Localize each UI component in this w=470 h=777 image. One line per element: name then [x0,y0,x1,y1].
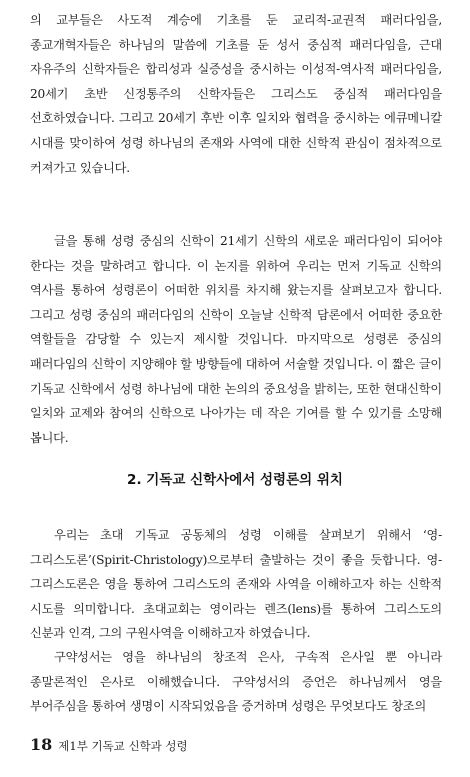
paragraph-thesis: 글을 통해 성령 중심의 신학이 21세기 신학의 새로운 패러다임이 되어야 한다는 것을 말하려고 합니다. 이 논지를 위하여 우리는 먼저 기독교 신학의 역사를 통하여 성령론이 어떠한 위치를 차지해 왔는지를 살펴보고자 합니다. 그리고 성령 중심의 패러다임의 신학이 오늘날 신학적 담론에서 어떠한 중요한 역할들을 감당할 수 있는지 제시할 것입니다. 마지막으로 성령론 중심의 패러다임의 신학이 지양해야 할 방향들에 대하여 서술할 것입니다. 이 짧은 글이 기독교 신학에서 성령 하나님에 대한 논의의 중요성을 밝히는, 또한 현대신학이 일치와 교제와 참여의 신학으로 나아가는 데 작은 기여를 할 수 있기를 소망해 봅니다. [30,234,442,445]
paragraph-old-testament: 구약성서는 영을 하나님의 창조적 은사, 구속적 은사일 뿐 아니라 종말론적인 은사로 이해했습니다. 구약성서의 증언은 하나님께서 영을 부어주심을 통하여 생명이 시작되었음을 증거하며 성령은 무엇보다도 창조의 [30,650,442,714]
running-head: 제1부 기독교 신학과 성령 [58,739,188,753]
page-footer [30,735,188,759]
section-heading: 2. 기독교 신학사에서 성령론의 위치 [127,472,343,488]
paragraph-spirit-christology: 우리는 초대 기독교 공동체의 성령 이해를 살펴보기 위해서 ‘영-그리스도론’(Spirit-Christology)으로부터 출발하는 것이 좋을 듯합니다. 영-그리스도론은 영을 통하여 그리스도의 존재와 사역을 이해하고자 하는 신학적 시도를 의미합니다. 초대교회는 영이라는 렌즈(lens)를 통하여 그리스도의 신분과 인격, 그의 구원사역을 이해하고자 하였습니다. [30,528,442,641]
page-number: 18 [30,735,53,754]
paragraph-intro-continued: 의 교부들은 사도적 계승에 기초를 둔 교리적-교권적 패러다임을, 종교개혁자들은 하나님의 말씀에 기초를 둔 성서 중심적 패러다임을, 근대 자유주의 신학자들은 합리성과 실증성을 중시하는 이성적-역사적 패러다임을, 20세기 초반 신정통주의 신학자들은 그리스도 중심적 패러다임을 선호하였습니다. 그리고 20세기 후반 이후 일치와 협력을 중시하는 에큐메니칼 시대를 맞이하여 성령 하나님의 존재와 사역에 대한 신학적 관심이 점차적으로 커져가고 있습니다. [30,13,442,175]
